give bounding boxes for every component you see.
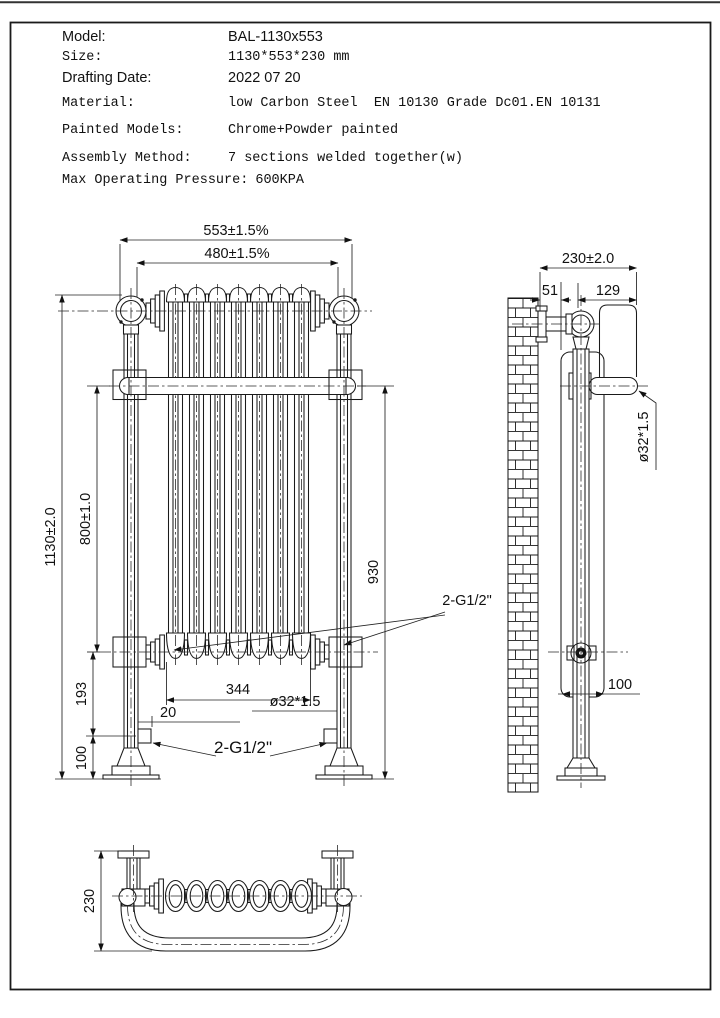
plan-view [82, 845, 362, 951]
spec-label: Max Operating Pressure: [62, 173, 249, 188]
label-conn-bottom: 2-G1/2" [213, 738, 273, 757]
spec-label: Painted Models: [62, 123, 184, 138]
spec-value: 2022 07 20 [228, 70, 301, 86]
spec-row-size [62, 50, 350, 65]
side-view [508, 251, 656, 792]
dim-front-width-outer: 553±1.5% [203, 223, 269, 239]
spec-row-model [62, 29, 323, 45]
spec-label: Material: [62, 96, 135, 111]
spec-label: Model: [62, 29, 106, 45]
valve-boss-left [138, 729, 151, 743]
spec-value: 600KPA [255, 173, 304, 188]
wall-bricks [508, 298, 538, 792]
dim-front-height-800: 800±1.0 [78, 492, 94, 546]
spec-value: 7 sections welded together(w) [228, 151, 463, 166]
dim-plan-depth: 230 [82, 888, 98, 914]
valve-boss-right [324, 729, 337, 743]
dim-front-pipe-spec: ø32*1.5 [269, 694, 321, 710]
radiator-sections [167, 284, 311, 665]
front-view [43, 223, 492, 786]
spec-row-drafting-date [62, 70, 301, 86]
dim-front-offset-20: 20 [160, 705, 177, 721]
spec-value: Chrome+Powder painted [228, 123, 399, 138]
spec-row-material [62, 96, 601, 111]
dim-side-pipe-spec: ø32*1.5 [636, 411, 652, 463]
dim-front-leg-193: 193 [74, 681, 90, 707]
dim-side-100: 100 [607, 677, 633, 693]
dim-side-depth: 230±2.0 [561, 251, 615, 267]
spec-value: 1130*553*230 mm [228, 50, 350, 65]
dim-front-width-inner: 480±1.5% [204, 246, 270, 262]
spec-row-painted-models [62, 123, 398, 138]
dim-front-leg-100: 100 [74, 745, 90, 771]
dim-front-height-930: 930 [366, 559, 382, 585]
spec-label: Size: [62, 50, 103, 65]
label-conn-side: 2-G1/2" [442, 593, 492, 609]
spec-value: low Carbon Steel EN 10130 Grade Dc01.EN 10131 [228, 96, 601, 111]
dim-side-129: 129 [595, 283, 621, 299]
spec-value: BAL-1130x553 [228, 29, 323, 45]
spec-row-pressure [62, 173, 304, 188]
dim-front-core-width: 344 [225, 682, 251, 698]
spec-label: Assembly Method: [62, 151, 192, 166]
dim-side-51: 51 [541, 283, 559, 299]
spec-row-assembly [62, 151, 463, 166]
dim-front-height-total: 1130±2.0 [43, 507, 59, 567]
side-loop-outline [600, 305, 637, 377]
spec-label: Drafting Date: [62, 70, 152, 86]
